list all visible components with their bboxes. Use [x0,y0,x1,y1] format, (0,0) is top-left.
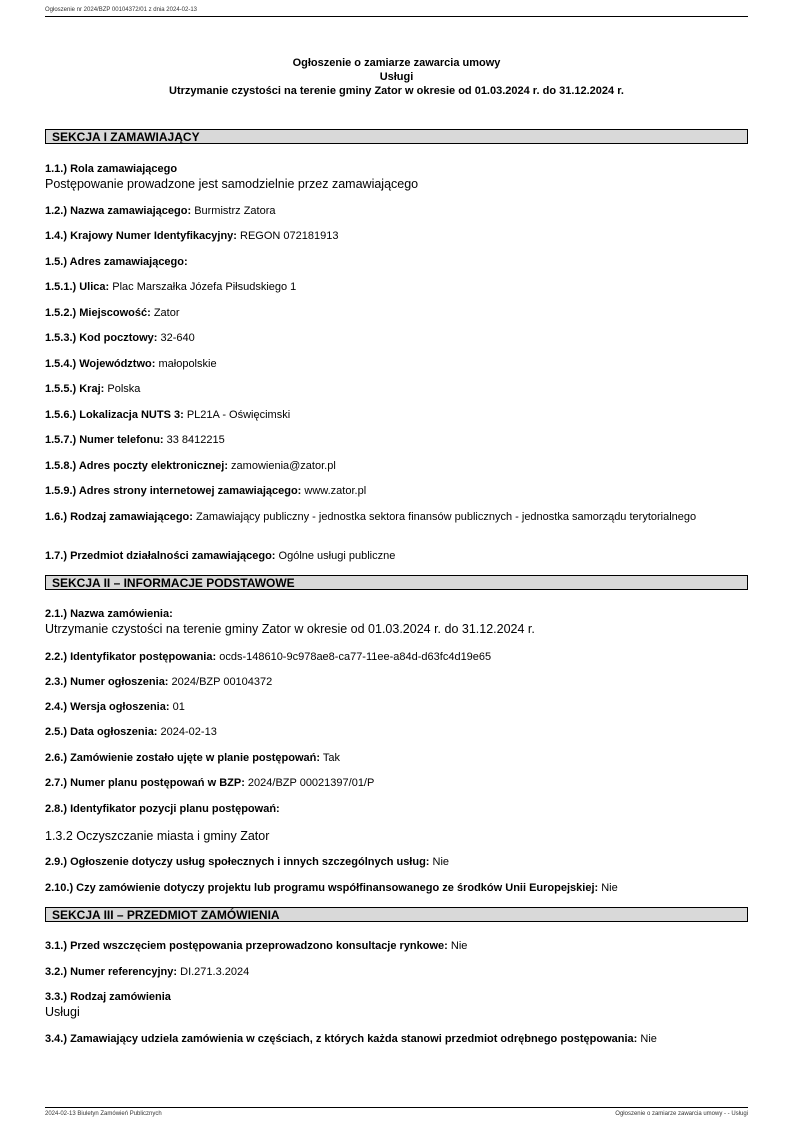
footer-rule [45,1107,748,1108]
field-2-8 [45,802,748,816]
header-rule [45,16,748,17]
field-2-10 [45,881,748,895]
title-line-2: Usługi [379,71,414,83]
field-3-3-label: 3.3.) Rodzaj zamówienia [45,991,171,1003]
field-2-2-label: 2.2.) Identyfikator postępowania: [45,651,217,663]
field-2-4-value: 01 [172,701,185,713]
field-1-6 [45,510,705,524]
field-1-6-label: 1.6.) Rodzaj zamawiającego: [45,511,193,523]
field-1-1-label: 1.1.) Rola zamawiającego [45,163,178,175]
field-2-3 [45,675,748,689]
field-1-4 [45,229,748,243]
field-2-1-label: 2.1.) Nazwa zamówienia: [45,608,173,620]
field-2-7-value: 2024/BZP 00021397/01/P [247,777,375,789]
notice-title [45,56,748,98]
field-1-5-8 [45,459,748,473]
field-2-4-label: 2.4.) Wersja ogłoszenia: [45,701,170,713]
page-header-text: Ogłoszenie nr 2024/BZP 00104372/01 z dnia 2024-02-13 [45,7,198,13]
field-2-3-label: 2.3.) Numer ogłoszenia: [45,676,169,688]
field-1-2-label: 1.2.) Nazwa zamawiającego: [45,205,192,217]
field-2-8-value: 1.3.2 Oczyszczanie miasta i gminy Zator [45,829,270,843]
field-3-4-value: Nie [640,1033,657,1045]
field-1-2 [45,204,748,218]
field-1-4-value: REGON 072181913 [240,230,339,242]
field-1-5-6-label: 1.5.6.) Lokalizacja NUTS 3: [45,409,184,421]
field-1-5-5 [45,382,748,396]
field-1-7-label: 1.7.) Przedmiot działalności zamawiającego: [45,550,276,562]
field-2-5-value: 2024-02-13 [160,726,217,738]
field-1-5-6-value: PL21A - Oświęcimski [186,409,291,421]
field-1-5-9-value: www.zator.pl [304,485,367,497]
footer-right-text: Ogłoszenie o zamiarze zawarcia umowy - - Usługi [615,1111,748,1117]
field-1-6-value: Zamawiający publiczny - jednostka sektora finansów publicznych - jednostka samorządu terytorialnego [196,511,697,523]
field-2-7-label: 2.7.) Numer planu postępowań w BZP: [45,777,245,789]
field-2-9-value: Nie [432,856,450,868]
field-1-5-5-value: Polska [107,383,141,395]
field-2-5 [45,725,748,739]
section-1-heading: SEKCJA I ZAMAWIAJĄCY [45,129,748,144]
field-1-5-1-label: 1.5.1.) Ulica: [45,281,110,293]
field-1-5-4-value: małopolskie [158,358,217,370]
field-1-5-2 [45,306,748,320]
field-1-5-3 [45,331,748,345]
field-2-6 [45,751,748,765]
field-2-2-value: ocds-148610-9c978ae8-ca77-11ee-a84d-d63fc4d19e65 [219,651,492,663]
field-2-1 [45,607,748,621]
field-1-5-3-value: 32-640 [160,332,195,344]
field-1-7 [45,549,748,563]
field-3-3-value: Usługi [45,1005,80,1019]
title-line-1: Ogłoszenie o zamiarze zawarcia umowy [292,57,501,69]
field-3-2-label: 3.2.) Numer referencyjny: [45,966,178,978]
field-1-5-6 [45,408,748,422]
field-3-1-label: 3.1.) Przed wszczęciem postępowania przeprowadzono konsultacje rynkowe: [45,940,448,952]
field-2-7 [45,776,748,790]
title-line-3: Utrzymanie czystości na terenie gminy Zator w okresie od 01.03.2024 r. do 31.12.2024 r. [169,85,624,97]
field-3-2-value: DI.271.3.2024 [180,966,250,978]
field-3-3 [45,990,748,1004]
field-3-4-label: 3.4.) Zamawiający udziela zamówienia w częściach, z których każda stanowi przedmiot odrębnego postępowania: [45,1033,638,1045]
field-1-5-7 [45,433,748,447]
section-2-heading: SEKCJA II – INFORMACJE PODSTAWOWE [45,575,748,590]
field-2-2 [45,650,748,664]
field-2-5-label: 2.5.) Data ogłoszenia: [45,726,158,738]
field-1-5-5-label: 1.5.5.) Kraj: [45,383,105,395]
section-3-heading: SEKCJA III – PRZEDMIOT ZAMÓWIENIA [45,907,748,922]
field-2-10-label: 2.10.) Czy zamówienie dotyczy projektu lub programu współfinansowanego ze środków Unii Europejskiej: [45,882,599,894]
field-1-7-value: Ogólne usługi publiczne [278,550,396,562]
field-2-3-value: 2024/BZP 00104372 [171,676,273,688]
field-1-5 [45,255,748,269]
field-1-5-4-label: 1.5.4.) Województwo: [45,358,156,370]
field-1-5-8-label: 1.5.8.) Adres poczty elektronicznej: [45,460,228,472]
field-1-5-3-label: 1.5.3.) Kod pocztowy: [45,332,158,344]
field-2-4 [45,700,748,714]
field-2-8-label: 2.8.) Identyfikator pozycji planu postępowań: [45,803,280,815]
field-2-9-label: 2.9.) Ogłoszenie dotyczy usług społecznych i innych szczególnych usług: [45,856,430,868]
field-1-5-2-label: 1.5.2.) Miejscowość: [45,307,151,319]
field-1-4-label: 1.4.) Krajowy Numer Identyfikacyjny: [45,230,237,242]
field-1-5-label: 1.5.) Adres zamawiającego: [45,256,188,268]
field-1-5-4 [45,357,748,371]
field-2-6-value: Tak [322,752,341,764]
field-3-4 [45,1032,748,1046]
field-1-5-9 [45,484,748,498]
field-2-9 [45,855,748,869]
field-1-5-7-value: 33 8412215 [166,434,225,446]
field-3-2 [45,965,748,979]
field-2-10-value: Nie [601,882,618,894]
field-3-1-value: Nie [450,940,468,952]
field-2-6-label: 2.6.) Zamówienie zostało ujęte w planie postępowań: [45,752,321,764]
field-1-1-value: Postępowanie prowadzone jest samodzielnie przez zamawiającego [45,177,419,191]
field-1-5-1 [45,280,748,294]
field-2-1-value: Utrzymanie czystości na terenie gminy Zator w okresie od 01.03.2024 r. do 31.12.2024 r. [45,622,535,636]
field-1-2-value: Burmistrz Zatora [194,205,276,217]
field-1-5-7-label: 1.5.7.) Numer telefonu: [45,434,164,446]
field-1-5-8-value: zamowienia@zator.pl [231,460,336,472]
field-1-1 [45,162,748,176]
footer-left-text: 2024-02-13 Biuletyn Zamówień Publicznych [45,1111,162,1117]
field-3-1 [45,939,748,953]
field-1-5-1-value: Plac Marszałka Józefa Piłsudskiego 1 [112,281,297,293]
field-1-5-9-label: 1.5.9.) Adres strony internetowej zamawiającego: [45,485,302,497]
field-1-5-2-value: Zator [153,307,180,319]
